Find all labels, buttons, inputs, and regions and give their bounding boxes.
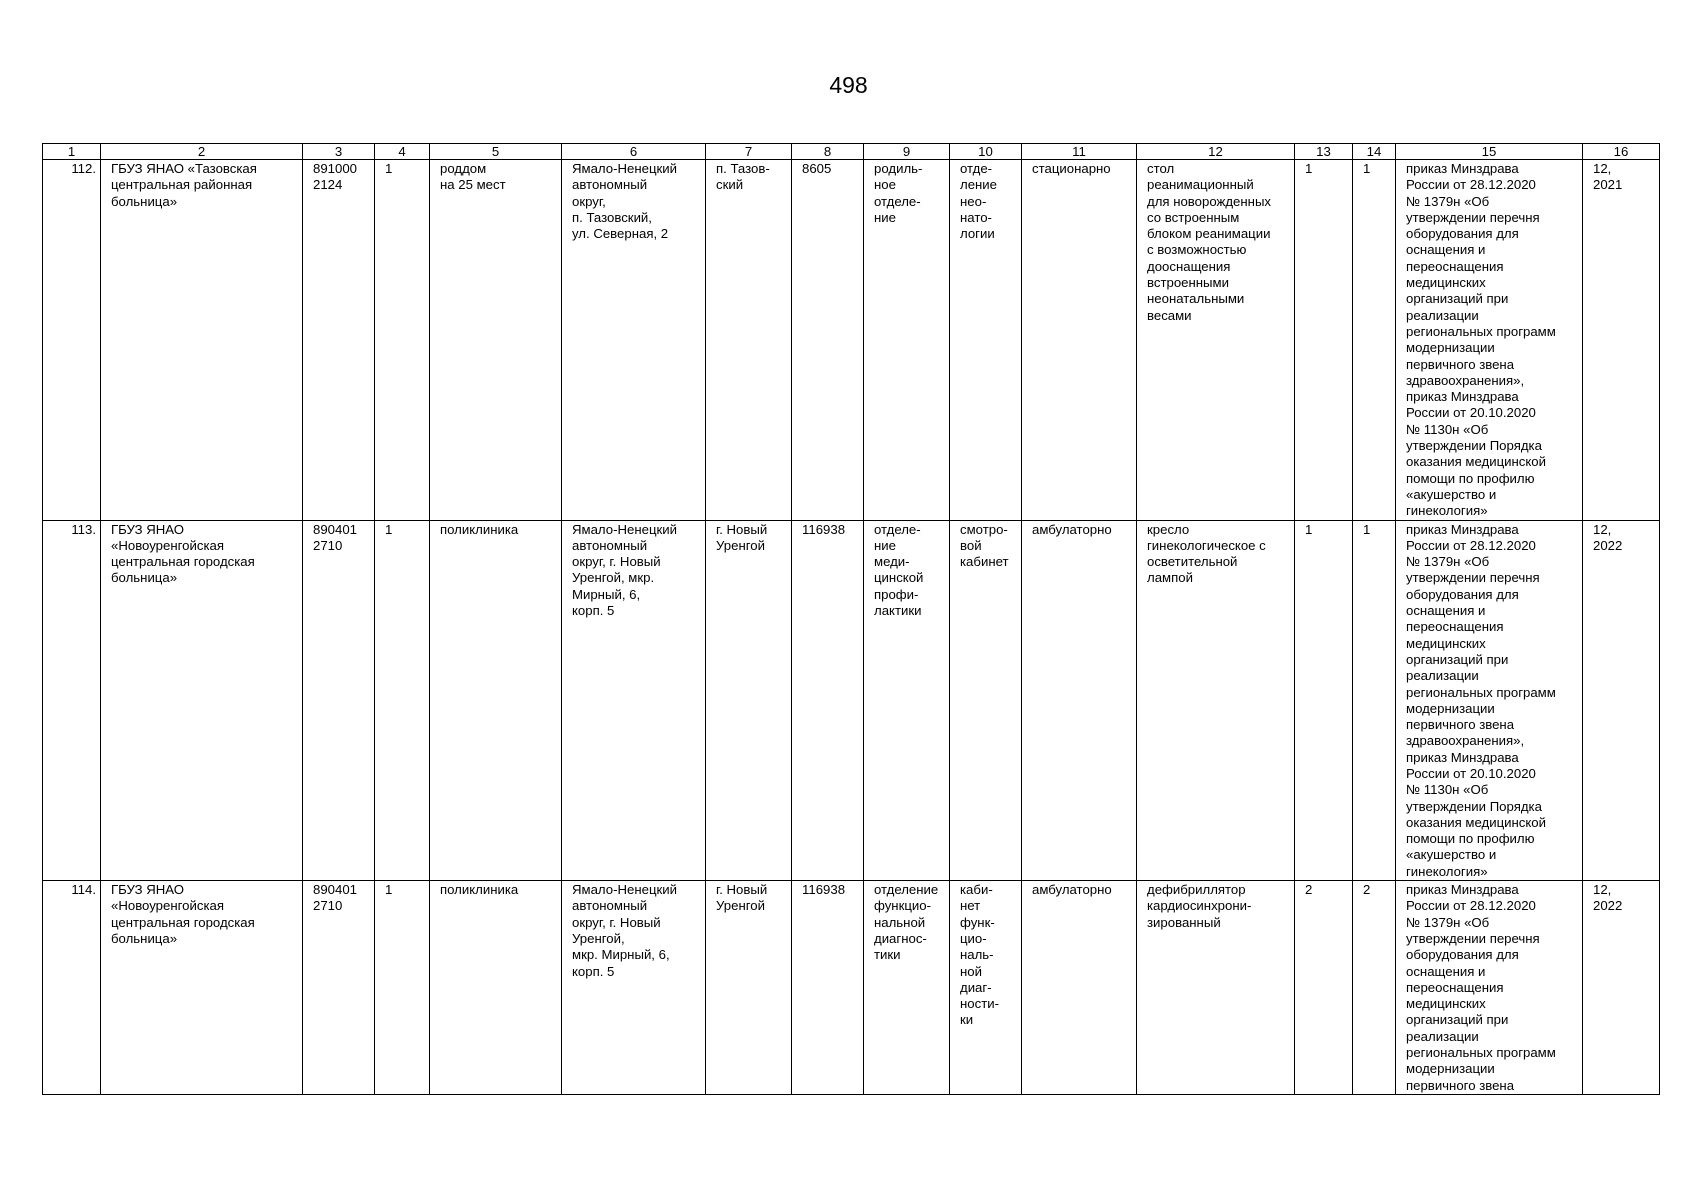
cell-text-line: кардиосинхрони- <box>1147 898 1252 914</box>
cell-text-line: 2710 <box>313 898 343 914</box>
cell-text-line: 112. <box>71 161 96 176</box>
cell-text-line: первичного звена <box>1406 1077 1515 1093</box>
cell-text-line: центральная городская <box>111 554 255 570</box>
cell-text-line: больница» <box>111 930 178 946</box>
cell-text-line: диагнос- <box>874 930 927 946</box>
cell-text-line: отде- <box>960 161 993 176</box>
unit-cell <box>950 160 1022 521</box>
cell-text-line: 891000 <box>313 161 358 176</box>
cell-text-line: ное <box>874 177 896 193</box>
cell-text-line: ГБУЗ ЯНАО <box>111 882 185 898</box>
cell-text-line: реанимационный <box>1147 177 1254 193</box>
cell-text-line: организаций при <box>1406 291 1509 307</box>
cell-text-line: ние <box>874 537 896 553</box>
cell-text-line: встроенными <box>1147 275 1229 291</box>
quantity-cell <box>1353 160 1396 521</box>
row-number-cell <box>43 520 101 881</box>
cell-text-line: центральная районная <box>111 177 253 193</box>
cell-text-line: меди- <box>874 554 910 570</box>
cell-text-line: функ- <box>960 914 995 930</box>
quantity-cell <box>1295 520 1353 881</box>
cell-text-line: автономный <box>572 898 648 914</box>
cell-text-line: 2124 <box>313 177 343 193</box>
cell-text-line: нео- <box>960 193 987 209</box>
cell-text-line: № 1379н «Об <box>1406 914 1490 930</box>
cell-text-line: стационарно <box>1032 161 1111 176</box>
cell-text-line: переоснащения <box>1406 258 1504 274</box>
count-cell <box>375 881 430 1095</box>
department-cell <box>864 520 950 881</box>
cell-text-line: оказания медицинской <box>1406 814 1547 830</box>
cell-text-line: автономный <box>572 537 648 553</box>
cell-text-line: ние <box>874 209 896 225</box>
column-header: 9 <box>864 144 950 160</box>
cell-text-line: весами <box>1147 307 1192 323</box>
cell-text-line: автономный <box>572 177 648 193</box>
cell-text-line: нато- <box>960 209 992 225</box>
column-header: 3 <box>303 144 375 160</box>
cell-text-line: ление <box>960 177 998 193</box>
cell-text-line: ной <box>960 963 982 979</box>
cell-text-line: модернизации <box>1406 340 1495 356</box>
cell-text-line: цио- <box>960 930 987 946</box>
cell-text-line: № 1130н «Об <box>1406 782 1489 798</box>
cell-text-line: 890401 <box>313 882 358 898</box>
cell-text-line: амбулаторно <box>1032 882 1112 898</box>
cell-text-line: переоснащения <box>1406 979 1504 995</box>
cell-text-line: поликлиника <box>440 521 519 537</box>
cell-text-line: России от 20.10.2020 <box>1406 765 1536 781</box>
cell-text-line: гинекологическое с <box>1147 537 1266 553</box>
basis-cell <box>1396 881 1583 1095</box>
cell-text-line: переоснащения <box>1406 619 1504 635</box>
column-header: 5 <box>430 144 562 160</box>
cell-text-line: корп. 5 <box>572 603 615 619</box>
cell-text-line: округ, <box>572 193 606 209</box>
cell-text-line: кресло <box>1147 521 1190 537</box>
cell-text-line: ГБУЗ ЯНАО <box>111 521 185 537</box>
cell-text-line: медицинских <box>1406 996 1486 1012</box>
cell-text-line: с возможностью <box>1147 242 1247 258</box>
column-header: 1 <box>43 144 101 160</box>
cell-text-line: 2 <box>1363 882 1371 898</box>
column-header: 12 <box>1137 144 1295 160</box>
cell-text-line: осветительной <box>1147 554 1238 570</box>
cell-text-line: Уренгой <box>716 537 765 553</box>
cell-text-line: 8605 <box>802 161 832 176</box>
cell-text-line: «акушерство и <box>1406 847 1497 863</box>
cell-text-line: оснащения и <box>1406 242 1486 258</box>
cell-text-line: 2021 <box>1593 177 1623 193</box>
cell-text-line: 116938 <box>802 882 846 898</box>
locality-cell <box>706 881 792 1095</box>
cell-text-line: п. Тазов- <box>716 161 770 176</box>
cell-text-line: логии <box>960 226 995 242</box>
unit-cell <box>950 881 1022 1095</box>
cell-text-line: смотро- <box>960 521 1008 537</box>
cell-text-line: Мирный, 6, <box>572 586 641 602</box>
address-cell <box>562 520 706 881</box>
cell-text-line: 12, <box>1593 521 1612 537</box>
cell-text-line: отделе- <box>874 193 921 209</box>
cell-text-line: 2 <box>1305 882 1313 898</box>
period-cell <box>1583 160 1660 521</box>
cell-text-line: № 1379н «Об <box>1406 554 1490 570</box>
cell-text-line: стол <box>1147 161 1175 176</box>
cell-text-line: здравоохранения», <box>1406 733 1525 749</box>
cell-text-line: оборудования для <box>1406 226 1519 242</box>
cell-text-line: вой <box>960 537 982 553</box>
cell-text-line: приказ Минздрава <box>1406 749 1519 765</box>
cell-text-line: утверждении Порядка <box>1406 438 1542 454</box>
cell-text-line: ский <box>716 177 744 193</box>
cell-text-line: реализации <box>1406 1028 1479 1044</box>
cell-text-line: тики <box>874 947 901 963</box>
cell-text-line: утверждении перечня <box>1406 209 1540 225</box>
cell-text-line: 1 <box>1363 161 1371 176</box>
organization-cell <box>101 160 303 521</box>
cell-text-line: для новорожденных <box>1147 193 1272 209</box>
cell-text-line: модернизации <box>1406 700 1495 716</box>
column-header: 8 <box>792 144 864 160</box>
cell-text-line: оборудования для <box>1406 947 1519 963</box>
cell-text-line: 12, <box>1593 882 1612 898</box>
population-cell <box>792 520 864 881</box>
equipment-cell <box>1137 520 1295 881</box>
cell-text-line: гинекология» <box>1406 503 1488 519</box>
cell-text-line: «Новоуренгойская <box>111 537 224 553</box>
code-cell <box>303 881 375 1095</box>
cell-text-line: медицинских <box>1406 635 1486 651</box>
cell-text-line: цинской <box>874 570 924 586</box>
cell-text-line: 1 <box>1305 521 1313 537</box>
cell-text-line: приказ Минздрава <box>1406 521 1519 537</box>
care-form-cell <box>1022 520 1137 881</box>
cell-text-line: здравоохранения», <box>1406 372 1525 388</box>
row-number-cell <box>43 881 101 1095</box>
department-cell <box>864 160 950 521</box>
equipment-table <box>42 143 1660 1095</box>
organization-cell <box>101 881 303 1095</box>
cell-text-line: утверждении перечня <box>1406 570 1540 586</box>
cell-text-line: больница» <box>111 570 178 586</box>
column-header: 4 <box>375 144 430 160</box>
cell-text-line: дефибриллятор <box>1147 882 1246 898</box>
cell-text-line: на 25 мест <box>440 177 506 193</box>
cell-text-line: модернизации <box>1406 1061 1495 1077</box>
cell-text-line: функцио- <box>874 898 931 914</box>
cell-text-line: амбулаторно <box>1032 521 1112 537</box>
cell-text-line: первичного звена <box>1406 717 1515 733</box>
period-cell <box>1583 881 1660 1095</box>
cell-text-line: России от 28.12.2020 <box>1406 177 1536 193</box>
organization-cell <box>101 520 303 881</box>
cell-text-line: 1 <box>1363 521 1371 537</box>
basis-cell <box>1396 160 1583 521</box>
cell-text-line: утверждении Порядка <box>1406 798 1542 814</box>
cell-text-line: «Новоуренгойская <box>111 898 224 914</box>
column-header: 2 <box>101 144 303 160</box>
cell-text-line: лактики <box>874 603 922 619</box>
cell-text-line: корп. 5 <box>572 963 615 979</box>
cell-text-line: гинекология» <box>1406 863 1488 879</box>
cell-text-line: помощи по профилю <box>1406 470 1535 486</box>
cell-text-line: неонатальными <box>1147 291 1245 307</box>
column-header: 15 <box>1396 144 1583 160</box>
cell-text-line: г. Новый <box>716 882 768 898</box>
facility-cell <box>430 160 562 521</box>
cell-text-line: Уренгой <box>716 898 765 914</box>
cell-text-line: оборудования для <box>1406 586 1519 602</box>
column-header: 16 <box>1583 144 1660 160</box>
column-header: 14 <box>1353 144 1396 160</box>
cell-text-line: утверждении перечня <box>1406 930 1540 946</box>
cell-text-line: региональных программ <box>1406 323 1556 339</box>
cell-text-line: ности- <box>960 996 1000 1012</box>
cell-text-line: Уренгой, <box>572 930 625 946</box>
department-cell <box>864 881 950 1095</box>
address-cell <box>562 160 706 521</box>
page-number: 498 <box>829 72 868 98</box>
cell-text-line: оснащения и <box>1406 603 1486 619</box>
cell-text-line: региональных программ <box>1406 684 1556 700</box>
quantity-cell <box>1295 881 1353 1095</box>
equipment-cell <box>1137 160 1295 521</box>
cell-text-line: Ямало-Ненецкий <box>572 521 678 537</box>
cell-text-line: профи- <box>874 586 919 602</box>
cell-text-line: округ, г. Новый <box>572 554 661 570</box>
cell-text-line: 1 <box>1305 161 1313 176</box>
cell-text-line: диаг- <box>960 979 992 995</box>
cell-text-line: поликлиника <box>440 882 519 898</box>
table-row <box>43 881 1660 1095</box>
cell-text-line: п. Тазовский, <box>572 209 652 225</box>
cell-text-line: 2710 <box>313 537 343 553</box>
column-header: 10 <box>950 144 1022 160</box>
code-cell <box>303 160 375 521</box>
cell-text-line: первичного звена <box>1406 356 1515 372</box>
cell-text-line: организаций при <box>1406 1012 1509 1028</box>
cell-text-line: каби- <box>960 882 993 898</box>
cell-text-line: реализации <box>1406 668 1479 684</box>
cell-text-line: 1 <box>385 161 393 176</box>
cell-text-line: региональных программ <box>1406 1045 1556 1061</box>
quantity-cell <box>1295 160 1353 521</box>
cell-text-line: 890401 <box>313 521 358 537</box>
column-header: 6 <box>562 144 706 160</box>
table-row <box>43 520 1660 881</box>
cell-text-line: больница» <box>111 193 178 209</box>
cell-text-line: Ямало-Ненецкий <box>572 161 678 176</box>
cell-text-line: 12, <box>1593 161 1612 176</box>
cell-text-line: 1 <box>385 521 393 537</box>
cell-text-line: блоком реанимации <box>1147 226 1271 242</box>
cell-text-line: г. Новый <box>716 521 768 537</box>
population-cell <box>792 160 864 521</box>
cell-text-line: Уренгой, мкр. <box>572 570 655 586</box>
cell-text-line: ки <box>960 1012 974 1028</box>
cell-text-line: зированный <box>1147 914 1221 930</box>
facility-cell <box>430 881 562 1095</box>
equipment-cell <box>1137 881 1295 1095</box>
cell-text-line: приказ Минздрава <box>1406 161 1519 176</box>
cell-text-line: ГБУЗ ЯНАО «Тазовская <box>111 161 257 176</box>
cell-text-line: оказания медицинской <box>1406 454 1547 470</box>
cell-text-line: 114. <box>71 882 96 898</box>
period-cell <box>1583 520 1660 881</box>
cell-text-line: мкр. Мирный, 6, <box>572 947 670 963</box>
cell-text-line: организаций при <box>1406 651 1509 667</box>
cell-text-line: Ямало-Ненецкий <box>572 882 678 898</box>
population-cell <box>792 881 864 1095</box>
cell-text-line: лампой <box>1147 570 1193 586</box>
cell-text-line: родиль- <box>874 161 923 176</box>
row-number-cell <box>43 160 101 521</box>
cell-text-line: 113. <box>71 521 96 537</box>
cell-text-line: помощи по профилю <box>1406 831 1535 847</box>
locality-cell <box>706 520 792 881</box>
care-form-cell <box>1022 881 1137 1095</box>
cell-text-line: 1 <box>385 882 393 898</box>
header-row <box>43 144 1660 160</box>
count-cell <box>375 520 430 881</box>
cell-text-line: кабинет <box>960 554 1009 570</box>
cell-text-line: округ, г. Новый <box>572 914 661 930</box>
unit-cell <box>950 520 1022 881</box>
cell-text-line: со встроенным <box>1147 209 1240 225</box>
count-cell <box>375 160 430 521</box>
cell-text-line: центральная городская <box>111 914 255 930</box>
cell-text-line: отделение <box>874 882 939 898</box>
cell-text-line: отделе- <box>874 521 921 537</box>
facility-cell <box>430 520 562 881</box>
cell-text-line: 2022 <box>1593 537 1623 553</box>
care-form-cell <box>1022 160 1137 521</box>
table-row <box>43 160 1660 521</box>
cell-text-line: роддом <box>440 161 487 176</box>
cell-text-line: дооснащения <box>1147 258 1231 274</box>
cell-text-line: 2022 <box>1593 898 1623 914</box>
cell-text-line: России от 28.12.2020 <box>1406 898 1536 914</box>
cell-text-line: приказ Минздрава <box>1406 882 1519 898</box>
quantity-cell <box>1353 881 1396 1095</box>
cell-text-line: России от 28.12.2020 <box>1406 537 1536 553</box>
code-cell <box>303 520 375 881</box>
cell-text-line: № 1130н «Об <box>1406 421 1489 437</box>
cell-text-line: 116938 <box>802 521 846 537</box>
cell-text-line: реализации <box>1406 307 1479 323</box>
column-header: 7 <box>706 144 792 160</box>
basis-cell <box>1396 520 1583 881</box>
cell-text-line: России от 20.10.2020 <box>1406 405 1536 421</box>
cell-text-line: медицинских <box>1406 275 1486 291</box>
cell-text-line: ул. Северная, 2 <box>572 226 669 242</box>
cell-text-line: приказ Минздрава <box>1406 389 1519 405</box>
column-header: 13 <box>1295 144 1353 160</box>
cell-text-line: «акушерство и <box>1406 486 1497 502</box>
locality-cell <box>706 160 792 521</box>
cell-text-line: № 1379н «Об <box>1406 193 1490 209</box>
cell-text-line: нет <box>960 898 981 914</box>
cell-text-line: нальной <box>874 914 926 930</box>
quantity-cell <box>1353 520 1396 881</box>
cell-text-line: наль- <box>960 947 994 963</box>
column-header: 11 <box>1022 144 1137 160</box>
cell-text-line: оснащения и <box>1406 963 1486 979</box>
address-cell <box>562 881 706 1095</box>
